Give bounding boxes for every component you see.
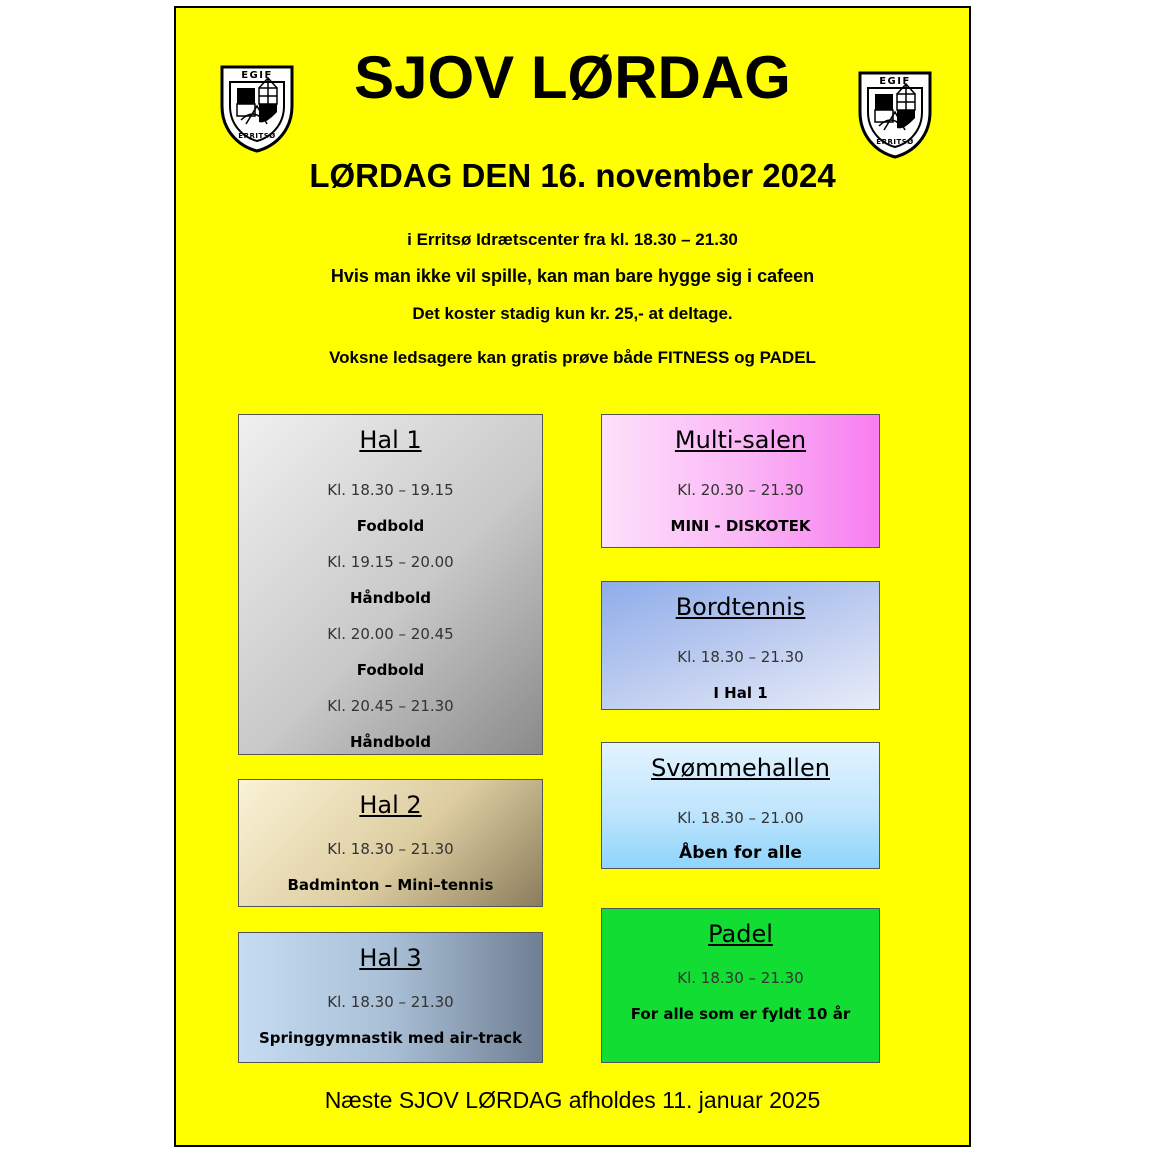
activity: MINI - DISKOTEK xyxy=(670,517,811,535)
box-heading: Hal 1 xyxy=(359,426,422,454)
logo-bottom-text: ERRITSØ xyxy=(876,138,914,146)
time-slot: Kl. 18.30 – 21.30 xyxy=(677,969,804,987)
activity: For alle som er fyldt 10 år xyxy=(630,1005,851,1023)
activity: I Hal 1 xyxy=(713,684,768,702)
box-hal-2 xyxy=(238,779,543,907)
poster xyxy=(174,6,971,1147)
box-heading: Hal 2 xyxy=(359,791,422,819)
time-slot: Kl. 18.30 – 21.30 xyxy=(677,648,804,666)
logo-top-text: EGIF xyxy=(879,76,911,87)
logo-top-text: EGIF xyxy=(241,70,273,81)
activity: Håndbold xyxy=(349,589,431,607)
info-line-price: Det koster stadig kun kr. 25,- at deltage. xyxy=(412,304,733,323)
box-multi-salen xyxy=(601,414,880,548)
info-line-location: i Erritsø Idrætscenter fra kl. 18.30 – 21.30 xyxy=(407,230,738,249)
time-slot: Kl. 18.30 – 21.00 xyxy=(677,809,804,827)
time-slot: Kl. 20.45 – 21.30 xyxy=(327,697,454,715)
box-bordtennis xyxy=(601,581,880,710)
activity: Fodbold xyxy=(356,661,425,679)
next-event-footer: Næste SJOV LØRDAG afholdes 11. januar 2025 xyxy=(324,1087,821,1113)
time-slot: Kl. 20.00 – 20.45 xyxy=(327,625,454,643)
time-slot: Kl. 18.30 – 21.30 xyxy=(327,840,454,858)
activity: Badminton – Mini–tennis xyxy=(287,876,494,894)
box-padel xyxy=(601,908,880,1063)
box-heading: Bordtennis xyxy=(675,593,806,621)
info-line-adults: Voksne ledsagere kan gratis prøve både FITNESS og PADEL xyxy=(329,348,816,367)
activity: Åben for alle xyxy=(679,843,802,863)
event-date: LØRDAG DEN 16. november 2024 xyxy=(309,157,836,194)
activity: Håndbold xyxy=(349,733,431,751)
poster-title: SJOV LØRDAG xyxy=(354,44,791,111)
box-heading: Padel xyxy=(708,920,773,948)
box-svommehallen xyxy=(601,742,880,869)
time-slot: Kl. 20.30 – 21.30 xyxy=(677,481,804,499)
box-hal-1 xyxy=(238,414,543,755)
time-slot: Kl. 18.30 – 21.30 xyxy=(327,993,454,1011)
time-slot: Kl. 19.15 – 20.00 xyxy=(327,553,454,571)
activity: Springgymnastik med air-track xyxy=(258,1029,523,1047)
box-heading: Svømmehallen xyxy=(651,754,830,782)
logo-bottom-text: ERRITSØ xyxy=(238,132,276,140)
box-hal-3 xyxy=(238,932,543,1063)
activity: Fodbold xyxy=(356,517,425,535)
info-line-cafe: Hvis man ikke vil spille, kan man bare hygge sig i cafeen xyxy=(330,266,815,286)
box-heading: Multi-salen xyxy=(674,426,807,454)
time-slot: Kl. 18.30 – 19.15 xyxy=(327,481,454,499)
box-heading: Hal 3 xyxy=(359,944,422,972)
